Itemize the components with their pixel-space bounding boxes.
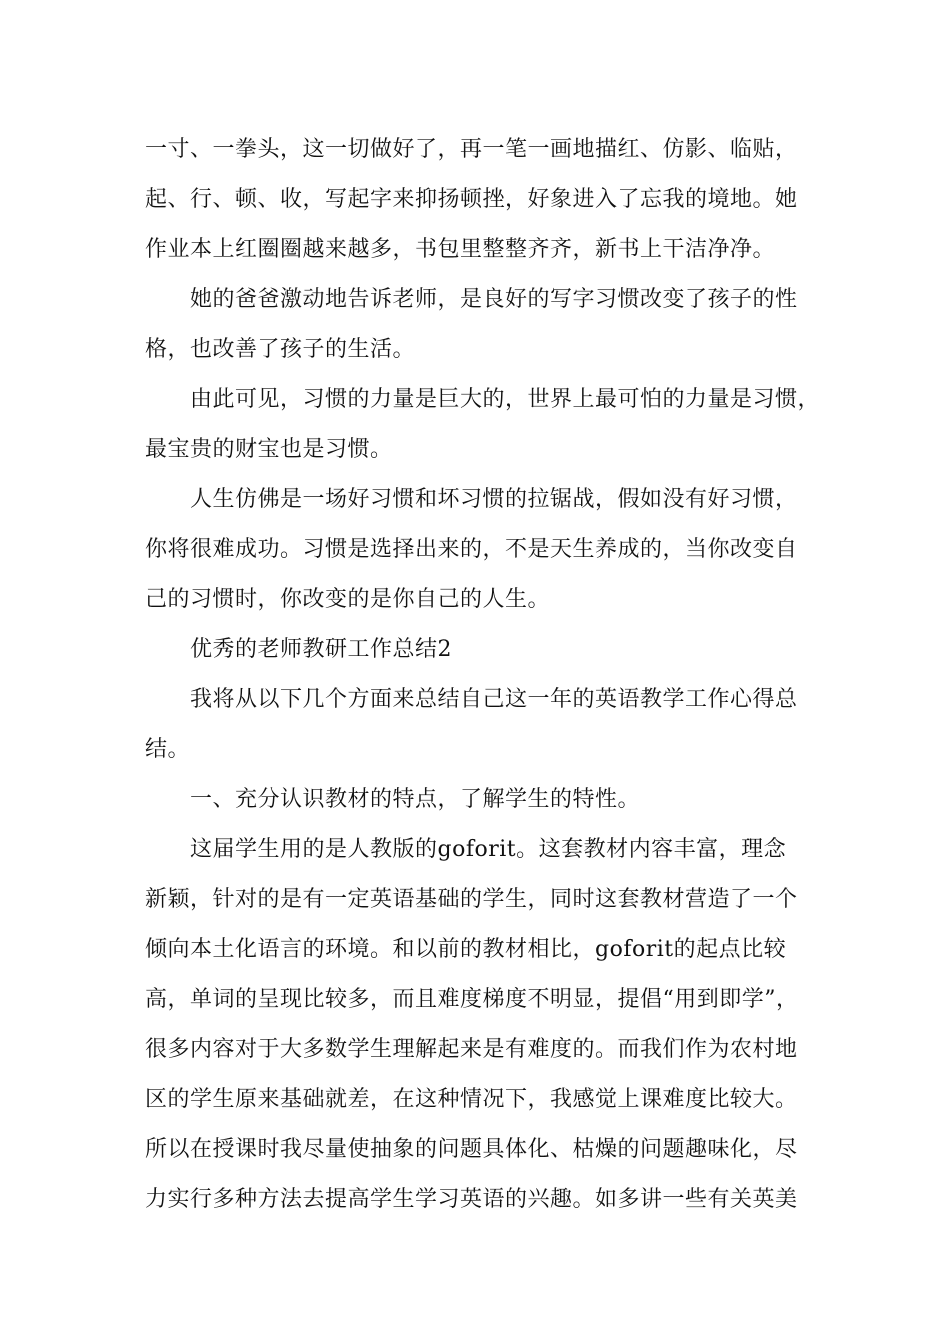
text-line: 倾向本土化语言的环境。和以前的教材相比，goforit的起点比较 (145, 937, 787, 962)
paragraph-first-line: 我将从以下几个方面来总结自己这一年的英语教学工作心得总 (190, 687, 798, 712)
section-heading: 优秀的老师教研工作总结2 (190, 637, 452, 662)
paragraph-first-line: 她的爸爸激动地告诉老师，是良好的写字习惯改变了孩子的性 (190, 287, 798, 312)
paragraph-first-line: 人生仿佛是一场好习惯和坏习惯的拉锯战，假如没有好习惯， (190, 487, 798, 512)
paragraph-first-line: 这届学生用的是人教版的goforit。这套教材内容丰富，理念 (190, 837, 787, 862)
text-line: 力实行多种方法去提高学生学习英语的兴趣。如多讲一些有关英美 (145, 1187, 798, 1212)
text-line: 己的习惯时，你改变的是你自己的人生。 (145, 587, 551, 612)
text-line: 作业本上红圈圈越来越多，书包里整整齐齐，新书上干洁净净。 (145, 237, 776, 262)
text-line: 区的学生原来基础就差，在这种情况下，我感觉上课难度比较大。 (145, 1087, 798, 1112)
text-line: 结。 (145, 737, 191, 762)
text-line: 起、行、顿、收，写起字来抑扬顿挫，好象进入了忘我的境地。她 (145, 187, 798, 212)
text-line: 所以在授课时我尽量使抽象的问题具体化、枯燥的问题趣味化，尽 (145, 1137, 798, 1162)
text-line: 你将很难成功。习惯是选择出来的，不是天生养成的，当你改变自 (145, 537, 798, 562)
text-line: 一寸、一拳头，这一切做好了，再一笔一画地描红、仿影、临贴， (145, 137, 798, 162)
text-line: 最宝贵的财宝也是习惯。 (145, 437, 393, 462)
paragraph-first-line: 由此可见，习惯的力量是巨大的，世界上最可怕的力量是习惯， (190, 387, 821, 412)
text-line: 高，单词的呈现比较多，而且难度梯度不明显，提倡“用到即学”， (145, 987, 799, 1012)
text-line: 格，也改善了孩子的生活。 (145, 337, 416, 362)
text-line: 很多内容对于大多数学生理解起来是有难度的。而我们作为农村地 (145, 1037, 798, 1062)
subsection-heading: 一、充分认识教材的特点，了解学生的特性。 (190, 787, 641, 812)
text-line: 新颖，针对的是有一定英语基础的学生，同时这套教材营造了一个 (145, 887, 798, 912)
